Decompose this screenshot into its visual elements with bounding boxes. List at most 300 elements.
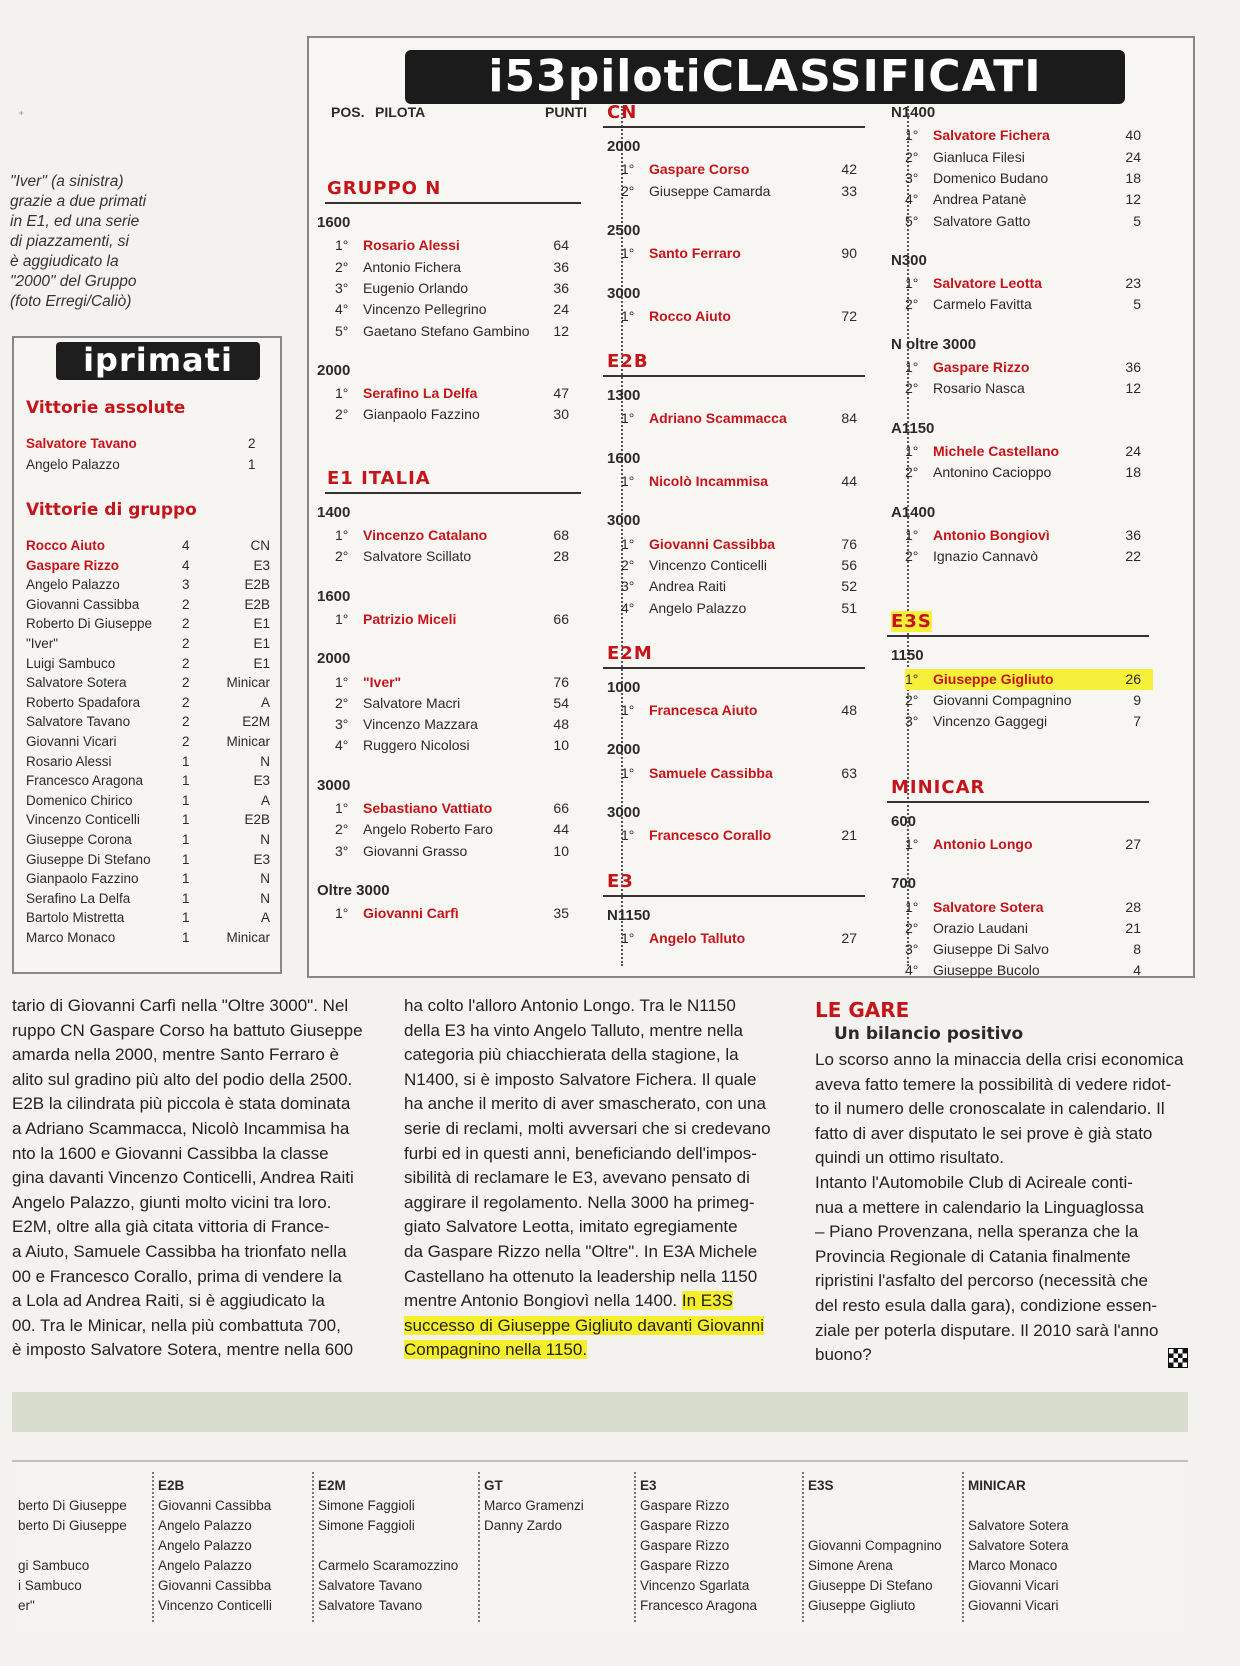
position: 4° — [905, 191, 919, 208]
position: 1° — [621, 929, 635, 946]
winner-name: Marco Gramenzi — [484, 1498, 584, 1513]
caption-line: di piazzamenti, si — [10, 233, 129, 250]
pilot-name: Serafino La Delfa — [26, 890, 131, 906]
text-line: categoria più chiacchierata della stagione, la — [404, 1045, 739, 1065]
result-row — [335, 609, 583, 630]
winner-name: Angelo Palazzo — [158, 1518, 252, 1533]
pilot-name: Angelo Palazzo — [26, 457, 120, 472]
position: 3° — [905, 941, 919, 958]
result-row — [335, 404, 583, 425]
group-heading: CN — [607, 102, 638, 123]
pilot-name: Serafino La Delfa — [363, 385, 478, 402]
primati-box — [12, 336, 282, 974]
primato-row — [26, 536, 276, 555]
win-count: 2 — [248, 436, 256, 451]
column-heading: E2M — [318, 1478, 346, 1493]
winner-name: Giuseppe Di Stefano — [808, 1578, 933, 1593]
position: 3° — [905, 713, 919, 730]
category: E1 — [253, 636, 270, 651]
winners-table — [12, 1464, 1188, 1632]
winner-name: Salvatore Tavano — [318, 1578, 423, 1593]
points: 18 — [1125, 169, 1141, 186]
class-heading: 3000 — [317, 776, 351, 794]
winner-name: Giovanni Vicari — [968, 1578, 1059, 1593]
position: 5° — [905, 212, 919, 229]
text-line: ha colto l'alloro Antonio Longo. Tra le N1150 — [404, 996, 736, 1015]
result-row — [621, 763, 869, 784]
category: Minicar — [226, 930, 270, 945]
position: 1° — [905, 526, 919, 543]
primato-row — [26, 810, 276, 829]
category: CN — [250, 538, 270, 553]
class-heading: 3000 — [607, 512, 641, 530]
points: 22 — [1125, 548, 1141, 565]
winners-column — [640, 1476, 757, 1616]
points: 9 — [1133, 692, 1141, 708]
class-heading: N300 — [891, 251, 927, 269]
column-heading: E3S — [808, 1478, 834, 1493]
text-line: tario di Giovanni Carfì nella "Oltre 3000". Nel — [12, 996, 349, 1015]
pilot-name: Rocco Aiuto — [649, 307, 731, 324]
position: 4° — [335, 301, 349, 318]
position: 1° — [335, 905, 349, 922]
position: 3° — [905, 169, 919, 186]
category: E2M — [242, 714, 270, 730]
vittorie-gruppo-heading: Vittorie di gruppo — [26, 500, 197, 520]
points: 28 — [1125, 898, 1141, 915]
winner-name: Salvatore Tavano — [318, 1598, 423, 1613]
primato-row — [26, 673, 276, 692]
win-count: 1 — [182, 851, 190, 867]
position: 1° — [905, 275, 919, 292]
result-row — [621, 598, 869, 619]
primato-row — [26, 712, 276, 731]
result-row — [905, 525, 1153, 546]
pilot-name: Salvatore Scillato — [363, 548, 472, 565]
category: E3 — [253, 851, 270, 867]
points: 10 — [553, 842, 569, 859]
position: 1° — [905, 442, 919, 459]
winner-name — [808, 1496, 942, 1516]
position: 1° — [621, 410, 635, 427]
points: 12 — [1125, 191, 1141, 208]
points: 27 — [841, 929, 857, 946]
text-line: Intanto l'Automobile Club di Acireale conti- — [815, 1172, 1133, 1192]
column-heading: E3 — [640, 1478, 657, 1493]
points: 66 — [553, 610, 569, 627]
result-row — [905, 960, 1153, 981]
winner-name: Gaspare Rizzo — [640, 1538, 730, 1553]
position: 2° — [335, 821, 349, 838]
text-line: sibilità di reclamare le E3, avevano pensato di — [404, 1168, 750, 1188]
pilot-name: Antonio Longo — [933, 835, 1033, 852]
winner-name: Gaspare Rizzo — [640, 1498, 730, 1513]
winners-column — [158, 1476, 272, 1616]
page-mark: ⁺ — [18, 108, 25, 122]
result-row — [621, 243, 869, 264]
pilot-name: Vincenzo Catalano — [363, 527, 488, 543]
text-line: fatto di aver disputato le sei prove è già stato — [815, 1123, 1153, 1143]
pilot-name: Adriano Scammacca — [649, 410, 787, 427]
class-heading: A1400 — [891, 503, 936, 521]
win-count: 4 — [182, 538, 190, 553]
pilot-name: Patrizio Miceli — [363, 610, 457, 627]
win-count: 1 — [182, 773, 190, 789]
caption-line: è aggiudicato la — [10, 253, 119, 270]
class-heading: A1150 — [891, 419, 935, 437]
points: 26 — [1125, 670, 1141, 687]
pilot-name: Francesca Aiuto — [649, 702, 758, 719]
pilot-name: Orazio Laudani — [933, 919, 1028, 936]
pilot-name: Gaspare Rizzo — [26, 557, 120, 573]
points: 33 — [841, 182, 857, 199]
winners-column — [968, 1476, 1069, 1616]
winner-name: Giovanni Compagnino — [808, 1538, 942, 1553]
highlighted-text: In E3S — [681, 1291, 733, 1311]
win-count: 2 — [182, 616, 190, 632]
highlighted-text: Compagnino nella 1150. — [404, 1340, 588, 1360]
points: 44 — [841, 473, 857, 489]
result-row — [905, 669, 1153, 690]
result-row — [905, 273, 1153, 294]
position: 3° — [621, 578, 635, 595]
pilot-name: Roberto Spadafora — [26, 694, 141, 710]
result-row — [335, 798, 583, 819]
result-row — [621, 576, 869, 597]
position: 2° — [335, 548, 349, 565]
win-count: 2 — [182, 636, 190, 651]
vittorie-assolute-heading: Vittorie assolute — [26, 398, 186, 418]
winner-name: Giuseppe Gigliuto — [808, 1598, 916, 1613]
position: 4° — [905, 962, 919, 979]
group-heading: E2M — [607, 642, 653, 664]
pilot-name: Andrea Raiti — [649, 578, 727, 595]
class-heading: 1000 — [607, 678, 641, 696]
winner-name: Francesco Aragona — [640, 1598, 758, 1613]
result-row — [335, 321, 583, 342]
win-count: 1 — [182, 930, 190, 945]
article-column-1 — [12, 994, 372, 1363]
winner-name: Simone Faggioli — [318, 1518, 415, 1533]
text-line: ha anche il merito di aver smascherato, con una — [404, 1094, 766, 1114]
winners-column — [318, 1476, 458, 1616]
position: 1° — [335, 527, 349, 543]
result-row — [621, 825, 869, 846]
pilot-name: Antonino Cacioppo — [933, 464, 1052, 481]
points: 76 — [841, 535, 857, 552]
pilot-name: Francesco Aragona — [26, 773, 144, 789]
winner-name: Giovanni Vicari — [968, 1598, 1059, 1613]
text-line: a Adriano Scammacca, Nicolò Incammisa ha — [12, 1118, 350, 1138]
caption-line: grazie a due primati — [10, 193, 147, 210]
result-row — [621, 555, 869, 576]
winner-name: berto Di Giuseppe — [18, 1518, 127, 1533]
group-heading: E3 — [607, 870, 634, 892]
pilot-name: Rosario Nasca — [933, 380, 1025, 397]
winner-name — [484, 1596, 584, 1616]
text-line: nua a mettere in calendario la Linguaglossa — [815, 1197, 1144, 1217]
text-line: della E3 ha vinto Angelo Talluto, mentre nella — [404, 1020, 743, 1040]
pilot-name: "Iver" — [26, 636, 59, 651]
position: 2° — [335, 258, 349, 275]
classifica-box — [307, 36, 1195, 978]
winner-name: Vincenzo Sgarlata — [640, 1578, 750, 1593]
points: 72 — [841, 307, 857, 324]
points: 23 — [1125, 275, 1141, 292]
le-gare-subtitle: Un bilancio positivo — [834, 1024, 1024, 1044]
position: 1° — [621, 245, 635, 262]
result-row — [335, 383, 583, 404]
pilot-name: Giuseppe Gigliuto — [933, 670, 1054, 687]
pilot-name: Gianluca Filesi — [933, 148, 1025, 165]
pilot-name: Sebastiano Vattiato — [363, 800, 493, 816]
win-count: 1 — [182, 871, 190, 887]
class-heading: N1400 — [891, 104, 936, 121]
pilot-name: Giovanni Compagnino — [933, 692, 1072, 708]
primato-row — [26, 693, 276, 712]
win-count: 1 — [182, 792, 190, 808]
win-count: 2 — [182, 694, 190, 710]
winner-name: Marco Monaco — [968, 1558, 1058, 1573]
points: 5 — [1133, 296, 1141, 313]
group-rule — [325, 202, 581, 204]
win-count: 1 — [182, 753, 190, 769]
points: 56 — [841, 556, 857, 573]
result-row — [905, 441, 1153, 462]
pilot-name: Domenico Budano — [933, 169, 1049, 186]
pilot-name: Giovanni Cassibba — [649, 535, 776, 552]
result-row — [905, 294, 1153, 315]
text-line — [404, 1314, 794, 1339]
result-row — [621, 928, 869, 949]
class-heading: 3000 — [607, 804, 641, 821]
win-count: 2 — [182, 655, 190, 671]
pilot-name: Roberto Di Giuseppe — [26, 616, 153, 632]
position: 4° — [335, 737, 349, 754]
result-row — [335, 525, 583, 546]
pilot-name: Giuseppe Bucolo — [933, 962, 1040, 979]
primato-row — [26, 614, 276, 633]
le-gare-title: LE GARE — [815, 998, 910, 1022]
text-line: Lo scorso anno la minaccia della crisi economica — [815, 1050, 1184, 1069]
class-heading: 1400 — [317, 503, 351, 521]
win-count: 1 — [182, 910, 190, 926]
text-line: aggirare il regolamento. Nella 3000 ha primeg- — [404, 1192, 755, 1212]
primato-row — [26, 434, 276, 454]
category: Minicar — [226, 734, 270, 749]
points: 18 — [1125, 464, 1141, 481]
class-heading: N1150 — [607, 906, 651, 924]
result-row — [905, 211, 1153, 232]
winner-name: Salvatore Sotera — [968, 1518, 1069, 1533]
winner-name — [18, 1536, 127, 1556]
group-rule — [887, 801, 1149, 803]
primato-row — [26, 908, 276, 927]
result-row — [335, 903, 583, 924]
result-row — [905, 546, 1153, 567]
winner-name: i Sambuco — [18, 1578, 82, 1593]
points: 24 — [1125, 148, 1141, 165]
article-column-3 — [815, 1048, 1195, 1368]
position: 3° — [335, 716, 349, 733]
position: 2° — [905, 919, 919, 936]
result-row — [335, 546, 583, 567]
position: 2° — [905, 380, 919, 397]
result-row — [905, 147, 1153, 168]
winner-name: Vincenzo Conticelli — [158, 1598, 272, 1613]
category: N — [260, 890, 270, 906]
result-row — [621, 181, 869, 202]
winners-column — [808, 1476, 942, 1616]
result-row — [621, 159, 869, 180]
pilot-name: Salvatore Sotera — [26, 675, 127, 691]
column-divider — [634, 1472, 636, 1622]
text-line: nto la 1600 e Giovanni Cassibba la classe — [12, 1143, 329, 1163]
pilot-name: Gianpaolo Fazzino — [26, 871, 139, 887]
pilot-name: Michele Castellano — [933, 442, 1060, 459]
pilot-name: Francesco Corallo — [649, 827, 772, 844]
text-line: N1400, si è imposto Salvatore Fichera. Il quale — [404, 1069, 757, 1089]
pilot-name: Giuseppe Corona — [26, 832, 132, 847]
group-heading: E1 ITALIA — [327, 467, 431, 489]
winner-name: Gaspare Rizzo — [640, 1518, 730, 1533]
pilot-name: Giovanni Grasso — [363, 842, 468, 859]
primato-row — [26, 732, 276, 751]
position: 2° — [905, 148, 919, 165]
highlighted-text: successo di Giuseppe Gigliuto davanti Giovanni — [404, 1315, 765, 1335]
category: A — [260, 910, 270, 926]
result-row — [621, 534, 869, 555]
column-heading: MINICAR — [968, 1478, 1026, 1493]
primato-row — [26, 556, 276, 575]
class-heading: 1150 — [891, 647, 924, 665]
primato-row — [26, 850, 276, 869]
points: 51 — [841, 599, 857, 616]
result-row — [335, 278, 583, 299]
result-row — [905, 834, 1153, 855]
category: N — [260, 871, 270, 887]
winner-name — [484, 1536, 584, 1556]
position: 1° — [905, 670, 919, 687]
class-heading: 1600 — [317, 214, 351, 231]
pilot-name: Ignazio Cannavò — [933, 548, 1039, 565]
category: E2B — [244, 596, 270, 612]
category: E1 — [253, 655, 270, 671]
win-count: 2 — [182, 734, 190, 749]
position: 1° — [335, 385, 349, 402]
pilot-name: Bartolo Mistretta — [26, 910, 125, 926]
points: 36 — [1125, 359, 1141, 375]
result-row — [621, 306, 869, 327]
class-heading: 3000 — [607, 284, 641, 302]
column-divider — [152, 1472, 154, 1622]
bottom-divider — [12, 1460, 1188, 1462]
winner-name: Angelo Palazzo — [158, 1538, 252, 1553]
result-row — [621, 408, 869, 429]
position: 2° — [621, 556, 635, 573]
primato-row — [26, 928, 276, 947]
text-line: furbi ed in questi anni, beneficiando dell'impos- — [404, 1143, 757, 1163]
primato-row — [26, 595, 276, 614]
pilot-name: Giovanni Carfì — [363, 905, 459, 922]
class-heading: 2000 — [317, 650, 351, 668]
text-line: ripristini l'asfalto del percorso (necessità che — [815, 1271, 1149, 1291]
winner-name — [968, 1496, 1069, 1516]
pilot-name: Vincenzo Gaggegi — [933, 713, 1048, 730]
win-count: 4 — [182, 557, 190, 573]
win-count: 2 — [182, 675, 190, 691]
points: 54 — [553, 694, 569, 711]
pilot-name: Eugenio Orlando — [363, 279, 469, 296]
points: 10 — [553, 737, 569, 754]
primato-row — [26, 575, 276, 594]
pilot-name: Salvatore Sotera — [933, 898, 1044, 915]
points: 35 — [553, 905, 569, 922]
result-row — [621, 471, 869, 492]
caption-line: "2000" del Gruppo — [10, 273, 137, 290]
header-pos: POS. — [331, 104, 365, 120]
text-line: serie di reclami, molti avversari che si credevano — [404, 1118, 771, 1138]
winner-name — [484, 1576, 584, 1596]
pilot-name: Antonio Bongiovì — [933, 526, 1050, 543]
points: 68 — [553, 527, 569, 543]
pilot-name: Domenico Chirico — [26, 792, 133, 808]
points: 7 — [1133, 713, 1141, 730]
group-heading: GRUPPO N — [327, 178, 442, 199]
result-row — [335, 299, 583, 320]
text-line: E2B la cilindrata più piccola è stata dominata — [12, 1094, 351, 1114]
bottom-band — [12, 1392, 1188, 1432]
header-punti: PUNTI — [545, 104, 587, 120]
category: N — [260, 753, 270, 769]
position: 1° — [905, 127, 919, 144]
winner-name: Danny Zardo — [484, 1518, 563, 1533]
position: 5° — [335, 322, 349, 339]
points: 27 — [1125, 835, 1141, 852]
text-line: – Piano Provenzana, nella speranza che la — [815, 1222, 1139, 1242]
pilot-name: Rosario Alessi — [363, 237, 460, 254]
position: 1° — [905, 359, 919, 375]
group-rule — [887, 635, 1149, 637]
position: 1° — [621, 307, 635, 324]
winners-column — [18, 1476, 127, 1616]
category: N — [260, 832, 270, 847]
group-heading: E3S — [891, 611, 932, 633]
result-row — [905, 918, 1153, 939]
points: 21 — [841, 827, 857, 844]
points: 12 — [1125, 380, 1141, 397]
points: 63 — [841, 764, 857, 781]
position: 1° — [335, 237, 349, 254]
position: 1° — [335, 610, 349, 627]
pilot-name: Gaspare Corso — [649, 161, 750, 178]
result-row — [905, 711, 1153, 732]
text-line: mentre Antonio Bongiovì nella 1400. In E3S — [404, 1291, 733, 1311]
points: 24 — [1125, 442, 1141, 459]
position: 4° — [621, 599, 635, 616]
primato-row — [26, 830, 276, 849]
winner-name — [808, 1516, 942, 1536]
column-divider — [802, 1472, 804, 1622]
position: 1° — [621, 827, 635, 844]
pilot-name: Giuseppe Di Stefano — [26, 851, 151, 867]
class-heading: 2500 — [607, 221, 641, 239]
position: 1° — [905, 835, 919, 852]
win-count: 2 — [182, 714, 190, 730]
position: 1° — [905, 898, 919, 915]
result-row — [335, 819, 583, 840]
pilot-name: Giovanni Vicari — [26, 734, 117, 749]
